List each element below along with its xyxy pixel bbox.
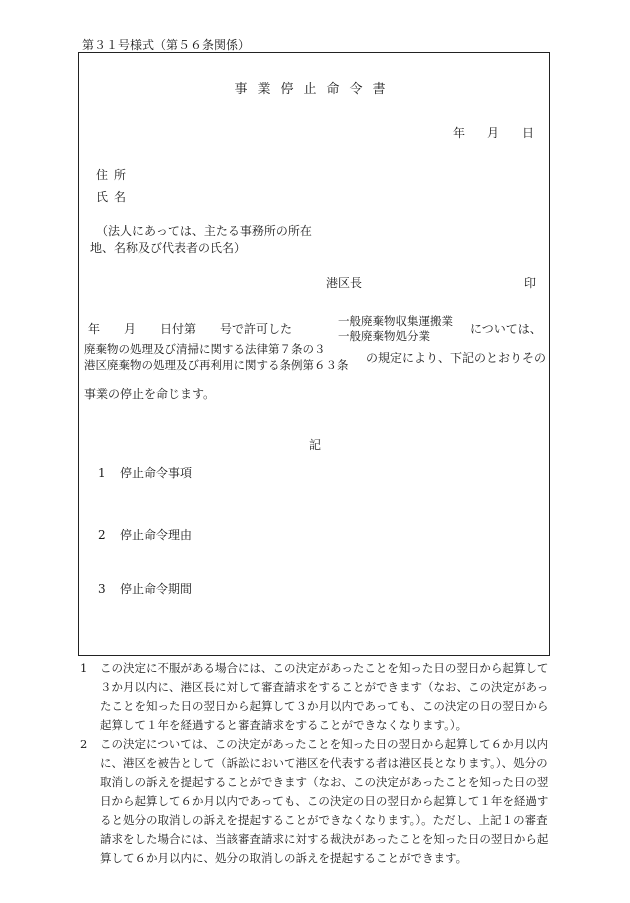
form-number: 第３１号様式（第５６条関係） [82,38,251,52]
law-option-national: 廃棄物の処理及び清掃に関する法律第７条の３ [84,342,326,356]
address-label: 住所 [96,168,133,182]
item-number: 3 [98,582,106,596]
waste-option-collection: 一般廃棄物収集運搬業 [338,314,453,328]
item-suspension-reason [98,526,192,543]
issuer-name: 港区長 [326,276,363,290]
note-text: この決定に不服がある場合には、この決定があったことを知った日の翌日から起算して３か月以内に、港区長に対して審査請求をすることができます（なお、この決定があったことを知った日の翌日から起算して３か月以内であっても、この決定の日の翌日から起算して１年を経過すると審査請求をすることができなくなります。）。 [100,661,549,732]
waste-option-disposal: 一般廃棄物処分業 [338,329,430,343]
item-label: 停止命令事項 [120,466,193,480]
appeal-note [80,659,558,735]
note-number: 2 [80,737,88,751]
item-label: 停止命令期間 [120,582,193,596]
pursuant-text: の規定により、下記のとおりその [366,351,547,365]
date-year: 年 [453,126,466,140]
lawsuit-note [80,735,558,868]
order-closing: 事業の停止を命じます。 [84,387,216,401]
permit-date-text: 年 月 日付第 号で許可した [88,322,293,336]
date-month: 月 [487,126,500,140]
item-label: 停止命令理由 [120,528,193,542]
ki-heading: 記 [308,438,321,452]
appeal-notes [80,659,558,868]
note-number: 1 [80,661,88,675]
item-number: 2 [98,528,106,542]
name-label: 氏名 [96,190,133,204]
item-suspension-period [98,580,192,597]
law-option-ordinance: 港区廃棄物の処理及び再利用に関する条例第６３条 [84,358,349,372]
date-day: 日 [522,126,535,140]
note-text: この決定については、この決定があったことを知った日の翌日から起算して６か月以内に、港区を被告として（訴訟において港区を代表する者は港区長となります。）、処分の取消しの訴えを提起することができます（なお、この決定があったことを知った日の翌日から起算して６か月以内であっても、この決定の日の翌日から起算して１年を経過すると処分の取消しの訴えを提起することができなくなります。）。ただし、上記１の審査請求をした場合には、当該審査請求に対する裁決があったことを知った日の翌日から起算して６か月以内に、処分の取消しの訴えを提起することができます。 [100,737,549,865]
regarding-text: については、 [470,322,542,336]
seal-mark: 印 [524,276,537,290]
corporation-note-line1: （法人にあっては、主たる事務所の所在 [96,224,312,238]
corporation-note-line2: 地、名称及び代表者の氏名） [90,241,247,255]
item-suspension-matters [98,464,192,481]
document-title: 事業停止命令書 [234,82,396,97]
item-number: 1 [98,466,106,480]
